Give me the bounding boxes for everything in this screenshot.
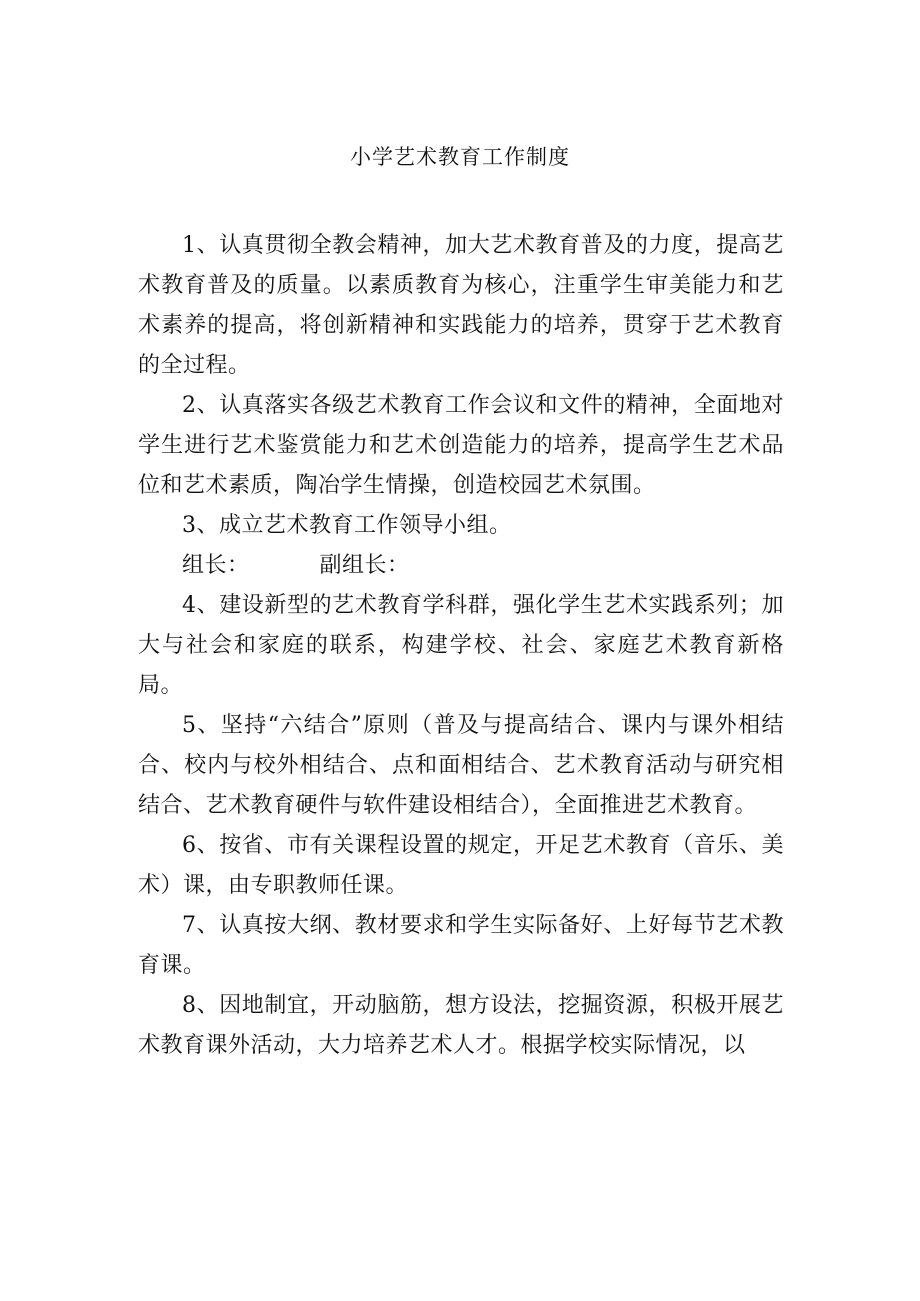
paragraph-4: 4、建设新型的艺术教育学科群，强化学生艺术实践系列；加大与社会和家庭的联系，构建学校、社会、家庭艺术教育新格局。 — [138, 593, 784, 698]
paragraph-2: 2、认真落实各级艺术教育工作会议和文件的精神，全面地对学生进行艺术鉴赏能力和艺术创造能力的培养，提高学生艺术品位和艺术素质，陶冶学生情操，创造校园艺术氛围。 — [138, 393, 784, 498]
paragraph-8: 8、因地制宜，开动脑筋，想方设法，挖掘资源，积极开展艺术教育课外活动，大力培养艺术人才。根据学校实际情况，以 — [138, 993, 784, 1058]
paragraph-7: 7、认真按大纲、教材要求和学生实际备好、上好每节艺术教育课。 — [138, 913, 784, 978]
document-body — [138, 226, 784, 1066]
paragraph-3: 3、成立艺术教育工作领导小组。 — [182, 513, 512, 538]
leader-label: 组长： — [182, 553, 250, 578]
leaders-line — [138, 546, 784, 586]
document-title: 小学艺术教育工作制度 — [350, 145, 570, 169]
paragraph-5: 5、坚持“六结合”原则（普及与提高结合、课内与课外相结合、校内与校外相结合、点和面相结合、艺术教育活动与研究相结合、艺术教育硬件与软件建设相结合），全面推进艺术教育。 — [138, 713, 784, 818]
deputy-leader-label: 副组长： — [319, 553, 410, 578]
paragraph-6: 6、按省、市有关课程设置的规定，开足艺术教育（音乐、美术）课，由专职教师任课。 — [138, 833, 784, 898]
paragraph-1: 1、认真贯彻全教会精神，加大艺术教育普及的力度，提高艺术教育普及的质量。以素质教育为核心，注重学生审美能力和艺术素养的提高，将创新精神和实践能力的培养，贯穿于艺术教育的全过程。 — [138, 233, 784, 378]
